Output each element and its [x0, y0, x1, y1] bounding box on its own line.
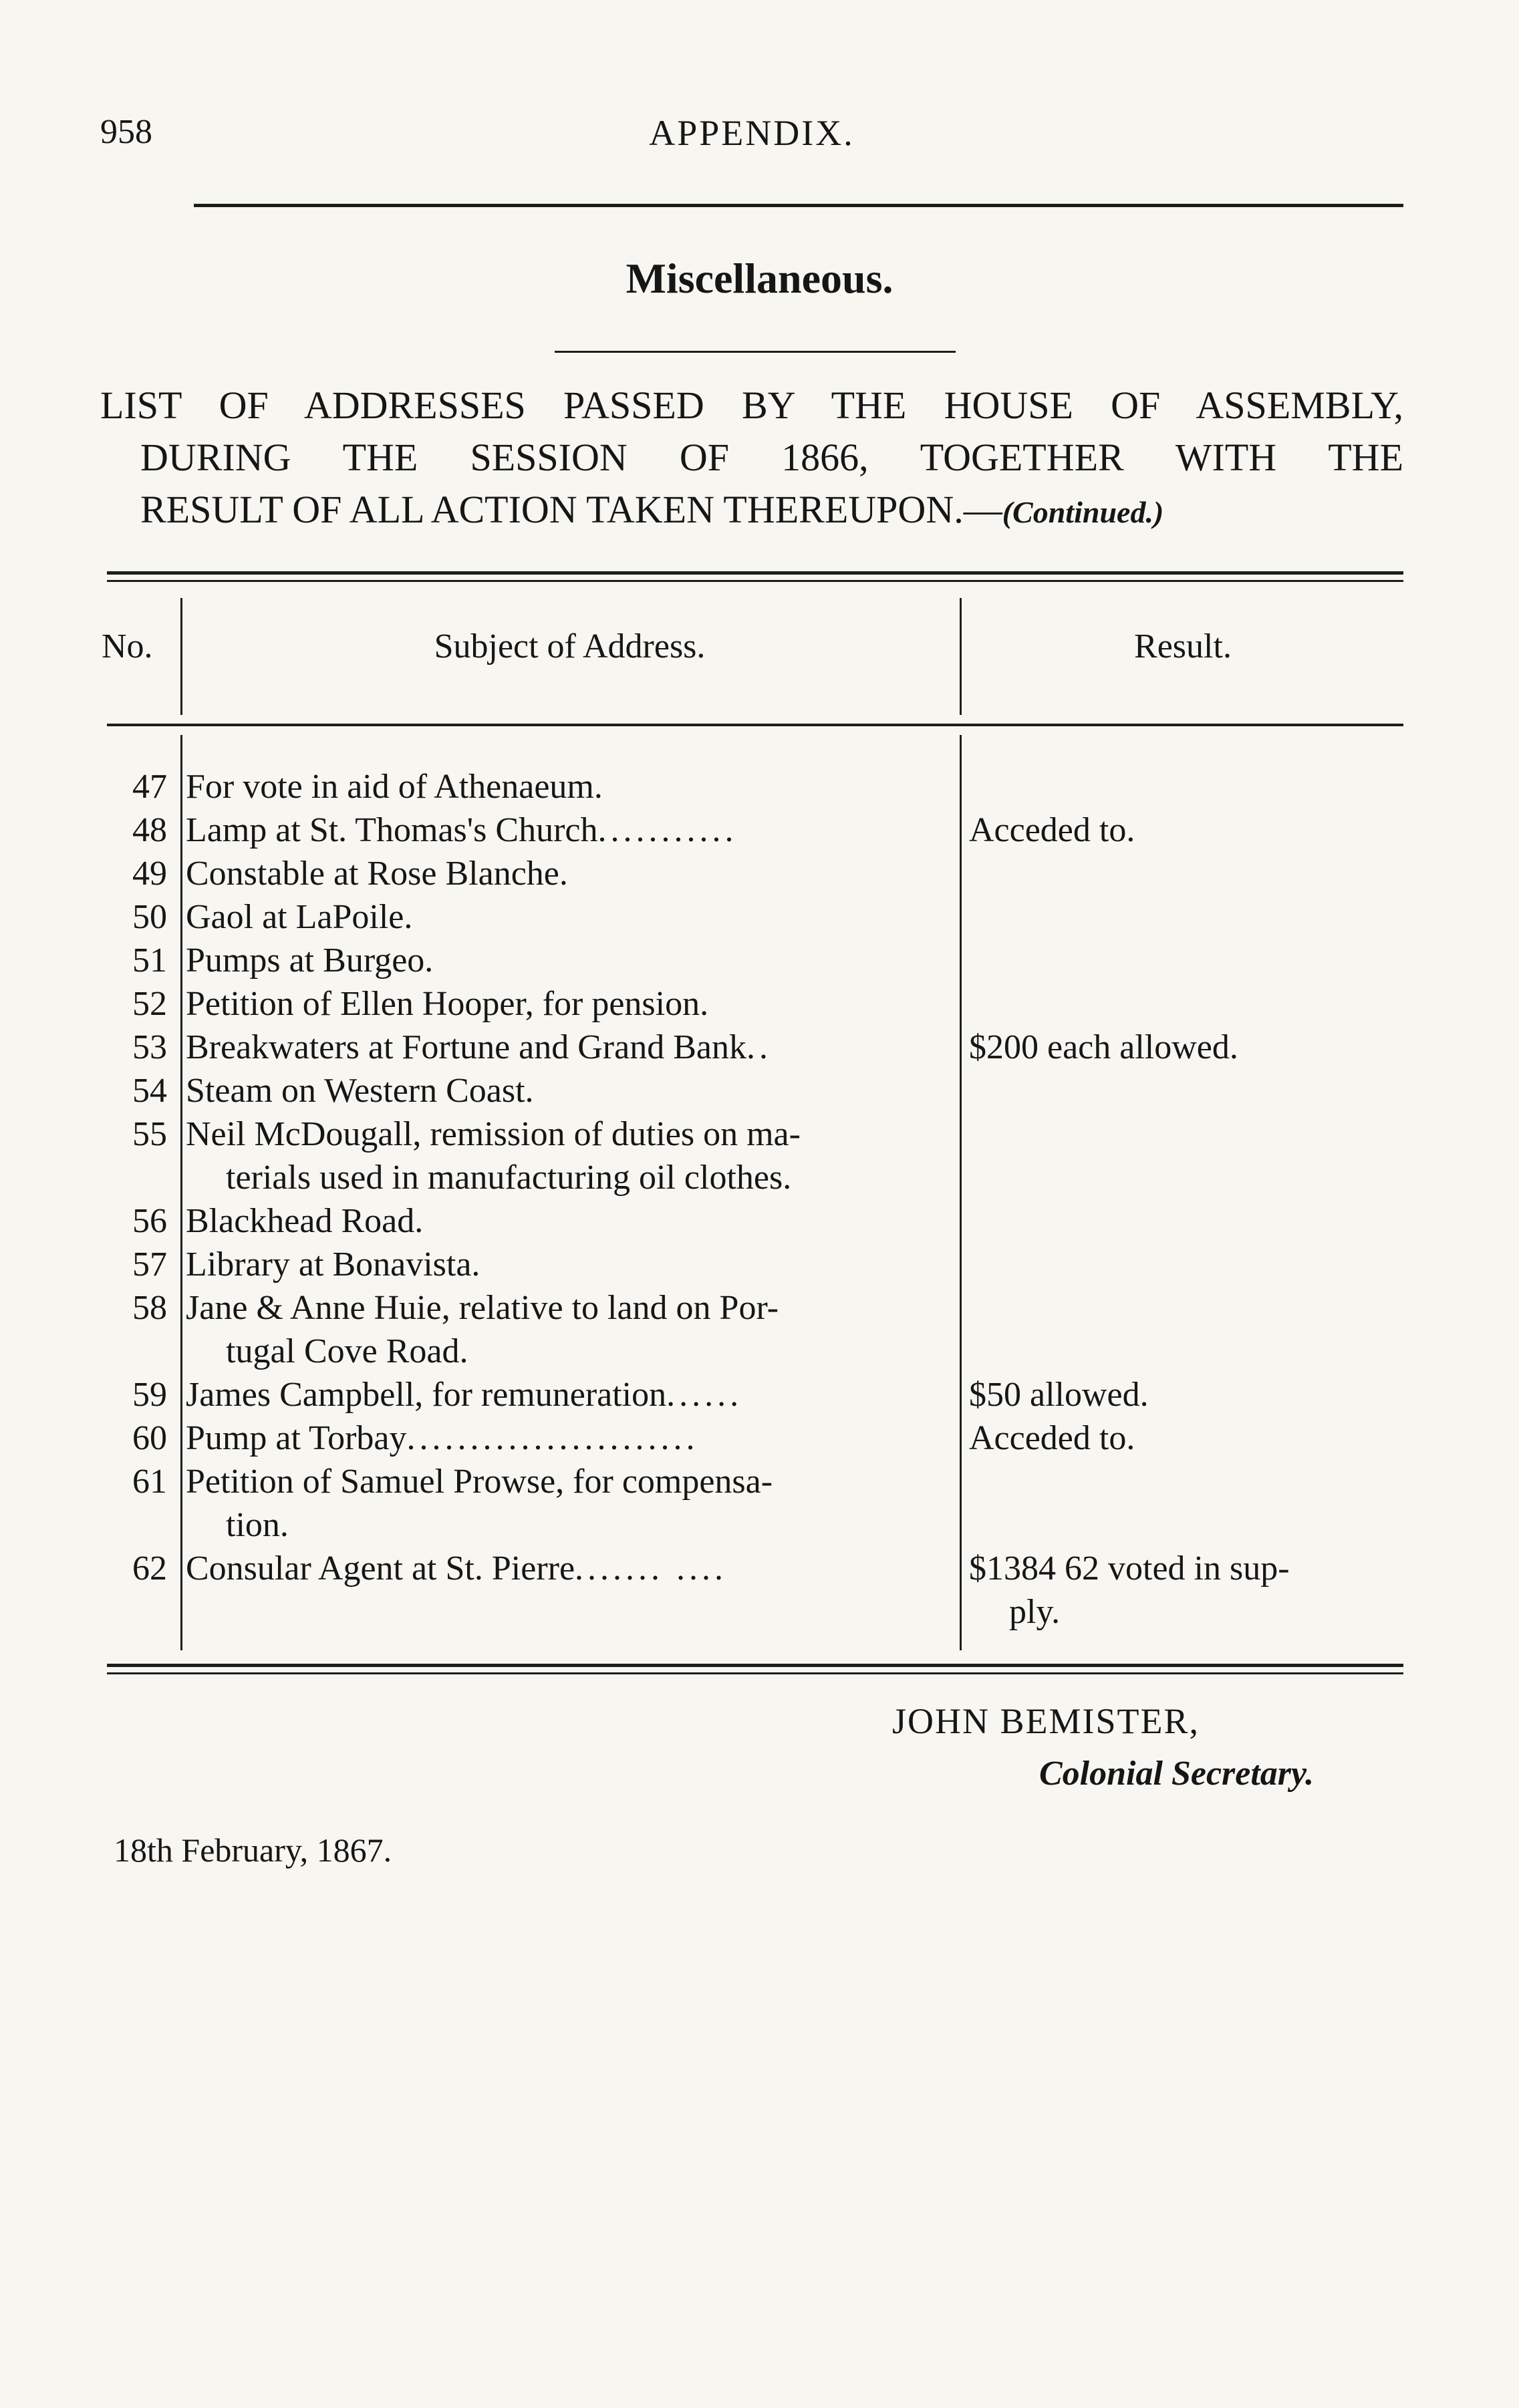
row-number: 48	[132, 811, 167, 849]
row-subject-text: Petition of Ellen Hooper, for pension.	[186, 985, 709, 1023]
row-subject	[186, 939, 954, 982]
header-bottom-rule	[107, 724, 1403, 726]
table-row	[100, 808, 1403, 852]
row-number: 56	[132, 1202, 167, 1240]
page-number: 958	[100, 113, 152, 151]
row-subject	[186, 1112, 954, 1199]
table-top-rule	[107, 571, 1403, 575]
table-row	[100, 1199, 1403, 1243]
table-row	[100, 1243, 1403, 1286]
row-number: 53	[132, 1028, 167, 1066]
row-number: 59	[132, 1376, 167, 1414]
row-subject-text: Petition of Samuel Prowse, for compensa-	[186, 1463, 773, 1501]
row-result	[969, 1373, 1407, 1416]
row-subject-text: Constable at Rose Blanche.	[186, 855, 568, 893]
row-subject	[186, 982, 954, 1026]
row-subject-text: Library at Bonavista.	[186, 1245, 480, 1284]
column-divider	[180, 598, 182, 715]
row-result	[969, 808, 1407, 852]
row-subject	[186, 808, 954, 852]
running-head	[100, 112, 1403, 166]
leader-dots: ....... ....	[575, 1549, 728, 1588]
table-row	[100, 1547, 1403, 1631]
row-subject-text: Jane & Anne Huie, relative to land on Por-	[186, 1289, 779, 1327]
row-subject-text: Blackhead Road.	[186, 1202, 424, 1240]
row-subject	[186, 1373, 954, 1416]
section-rule	[555, 351, 956, 353]
list-title-line-3	[100, 484, 1403, 539]
leader-dots: ..	[746, 1028, 772, 1066]
table-row	[100, 1460, 1403, 1547]
row-subject-text: Gaol at LaPoile.	[186, 898, 413, 936]
row-subject-continuation: terials used in manufacturing oil clothes.	[226, 1159, 792, 1197]
row-number: 49	[132, 855, 167, 893]
table-row	[100, 982, 1403, 1026]
row-subject-text: Breakwaters at Fortune and Grand Bank	[186, 1028, 746, 1066]
leader-dots: .......................	[406, 1419, 699, 1457]
table-row	[100, 852, 1403, 895]
row-subject-text: Pump at Torbay	[186, 1419, 407, 1457]
row-result	[969, 1547, 1407, 1634]
table-end-rule-thin	[107, 1672, 1403, 1674]
row-result-text: Acceded to.	[969, 1419, 1135, 1457]
row-subject-text: Steam on Western Coast.	[186, 1072, 534, 1110]
row-number: 61	[132, 1463, 167, 1501]
row-subject	[186, 1069, 954, 1112]
row-number: 52	[132, 985, 167, 1023]
row-subject	[186, 1286, 954, 1373]
row-subject-continuation: tugal Cove Road.	[226, 1332, 468, 1370]
signature-name: JOHN BEMISTER,	[892, 1701, 1200, 1741]
row-subject	[186, 1547, 954, 1590]
leader-dots: ...........	[597, 811, 738, 849]
table-row	[100, 1416, 1403, 1460]
row-number: 47	[132, 768, 167, 806]
table-row	[100, 1112, 1403, 1199]
column-header-no: No.	[102, 627, 153, 665]
table-row	[100, 1069, 1403, 1112]
row-subject-text: Consular Agent at St. Pierre	[186, 1549, 575, 1588]
row-subject-continuation: tion.	[226, 1506, 289, 1544]
row-result	[969, 1026, 1407, 1069]
row-number: 62	[132, 1549, 167, 1588]
row-subject	[186, 1243, 954, 1286]
row-number: 57	[132, 1245, 167, 1284]
table-top-rule-thin	[107, 580, 1403, 582]
continued-label: (Continued.)	[1002, 495, 1164, 529]
row-result-text: Acceded to.	[969, 811, 1135, 849]
table-row	[100, 1286, 1403, 1373]
row-result-text: $50 allowed.	[969, 1376, 1149, 1414]
row-subject	[186, 1026, 954, 1069]
table-body	[100, 765, 1403, 1631]
row-number: 51	[132, 941, 167, 980]
row-number: 60	[132, 1419, 167, 1457]
date-line: 18th February, 1867.	[114, 1831, 392, 1869]
row-subject-text: James Campbell, for remuneration	[186, 1376, 667, 1414]
row-subject	[186, 852, 954, 895]
table-row	[100, 765, 1403, 808]
table-row	[100, 939, 1403, 982]
row-result	[969, 1416, 1407, 1460]
row-number: 54	[132, 1072, 167, 1110]
running-title: APPENDIX.	[649, 113, 855, 153]
row-result-text: $1384 62 voted in sup-	[969, 1549, 1290, 1588]
row-number: 50	[132, 898, 167, 936]
column-header-subject: Subject of Address.	[434, 627, 706, 665]
column-divider	[960, 598, 962, 715]
leader-dots: ......	[666, 1376, 743, 1414]
list-title-line-1: LIST OF ADDRESSES PASSED BY THE HOUSE OF ASSEMBLY,	[100, 384, 1403, 427]
row-result-text: $200 each allowed.	[969, 1028, 1238, 1066]
row-subject-text: Pumps at Burgeo.	[186, 941, 434, 980]
row-subject	[186, 895, 954, 939]
row-subject-text: For vote in aid of Athenaeum.	[186, 768, 603, 806]
row-subject	[186, 765, 954, 808]
column-header-result: Result.	[1134, 627, 1232, 665]
section-title: Miscellaneous.	[626, 255, 893, 302]
header-rule	[194, 204, 1403, 207]
row-subject-text: Neil McDougall, remission of duties on ma-	[186, 1115, 801, 1153]
row-subject	[186, 1460, 954, 1547]
signature-title: Colonial Secretary.	[1039, 1755, 1315, 1793]
table-row	[100, 1026, 1403, 1069]
list-title	[100, 380, 1403, 539]
table-row	[100, 1373, 1403, 1416]
list-title-line-2: DURING THE SESSION OF 1866, TOGETHER WITH THE	[140, 436, 1403, 479]
table-row	[100, 895, 1403, 939]
table-end-rule	[107, 1664, 1403, 1667]
row-subject-text: Lamp at St. Thomas's Church	[186, 811, 598, 849]
row-result-continuation: ply.	[1009, 1593, 1061, 1631]
list-title-line-3-text: RESULT OF ALL ACTION TAKEN THEREUPON.—	[140, 488, 1002, 531]
row-number: 58	[132, 1289, 167, 1327]
row-subject	[186, 1416, 954, 1460]
row-number: 55	[132, 1115, 167, 1153]
row-subject	[186, 1199, 954, 1243]
